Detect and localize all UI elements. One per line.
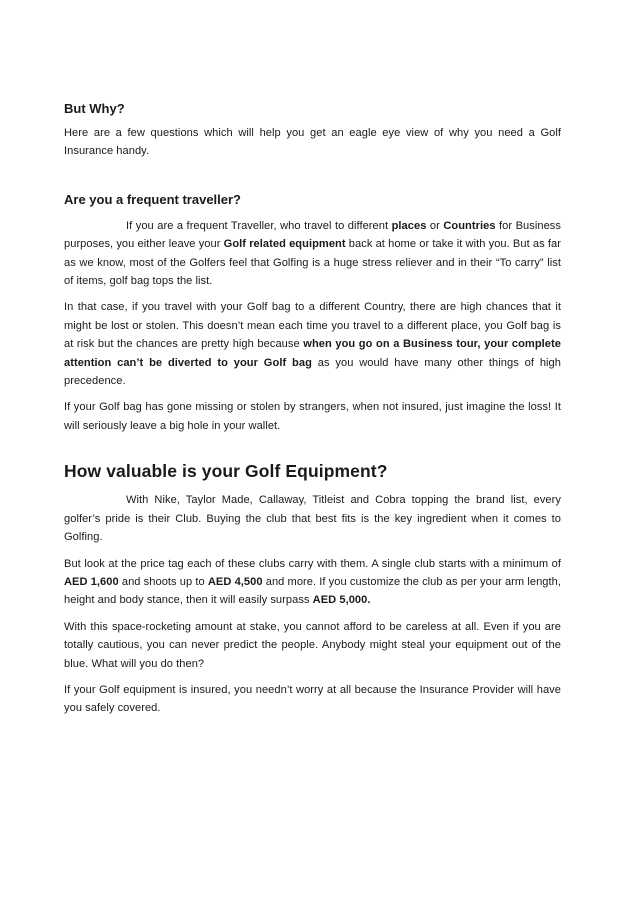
value-paragraph-4: If your Golf equipment is insured, you needn’t worry at all because the Insurance Provider will have you safely covered. [64, 683, 561, 715]
traveller-paragraph-3: If your Golf bag has gone missing or stolen by strangers, when not insured, just imagine the loss! It will seriously leave a big hole in your wallet. [64, 401, 561, 432]
text-run: and more. If you customize the club as per your arm length, height and body stance, then it will easily surpass [64, 575, 562, 607]
text-run: In that case, if you travel with your Golf bag to a different Country, there are high chances that it might be lost or stolen. This doesn’t mean each time you travel to a different place, you Golf bag is at risk but the chances are pretty high because [64, 301, 561, 351]
bold-price-max: AED 4,500 [207, 575, 263, 588]
text-run: or [426, 219, 444, 232]
value-paragraph-1: With Nike, Taylor Made, Callaway, Titleist and Cobra topping the brand list, every golfer’s pride is their Club. Buying the club that best fits is the key ingredient when it comes to Golfing. [64, 494, 561, 544]
text-run: back at home or take it with you. But as far as we know, most of the Golfers feel that Golfing is a huge stress reliever and in their “To carry” list of items, golf bag tops the list. [64, 238, 561, 288]
bold-business-tour: when you go on a Business tour, your complete attention can’t be diverted to your Golf bag [64, 338, 561, 369]
document-body [64, 100, 561, 726]
value-paragraph-3: With this space-rocketing amount at stake, you cannot afford to be careless at all. Even if you are totally cautious, you can never predict the people. Anybody might steal your equipment out of the blue. What will you do then? [64, 620, 561, 670]
bold-golf-equipment: Golf related equipment [223, 238, 346, 251]
text-run: for Business purposes, you either leave your [64, 219, 562, 251]
heading-but-why: But Why? [64, 101, 125, 116]
text-run: If you are a frequent Traveller, who travel to different [126, 219, 392, 232]
intro-paragraph: Here are a few questions which will help you get an eagle eye view of why you need a Golf Insurance handy. [64, 127, 561, 158]
text-run: But look at the price tag each of these clubs carry with them. A single club starts with a minimum of [64, 557, 561, 570]
value-paragraph-2 [64, 555, 561, 610]
bold-countries: Countries [443, 219, 496, 232]
traveller-paragraph-2 [64, 298, 561, 390]
traveller-paragraph-1 [64, 217, 561, 291]
text-run: as you would have many other things of high precedence. [64, 356, 562, 388]
bold-price-surpass: AED 5,000. [312, 594, 371, 607]
text-run: and shoots up to [118, 575, 208, 588]
bold-price-min: AED 1,600 [64, 575, 119, 588]
bold-places: places [391, 219, 427, 232]
heading-golf-equipment-value: How valuable is your Golf Equipment? [64, 461, 388, 482]
heading-frequent-traveller: Are you a frequent traveller? [64, 191, 241, 207]
